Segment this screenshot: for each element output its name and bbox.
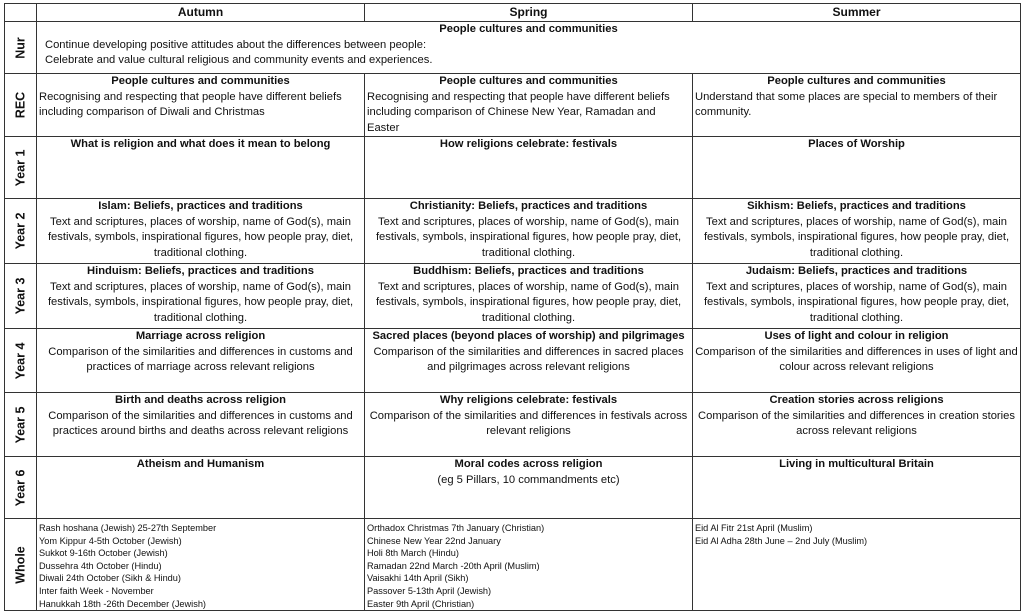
rec-spring-text: Recognising and respecting that people have different beliefs including comparison of Chinese New Year, Ramadan and Easter xyxy=(367,90,670,134)
year5-summer-title: Creation stories across religions xyxy=(769,394,944,406)
year5-spring-text: Comparison of the similarities and differences in festivals across relevant religions xyxy=(369,409,688,437)
festival-item: Vaisakhi 14th April (Sikh) xyxy=(367,573,469,584)
festival-item: Inter faith Week - November xyxy=(39,585,154,596)
rec-autumn-text: Recognising and respecting that people have different beliefs including comparison of Diwali and Christmas xyxy=(39,90,342,118)
year4-summer-cell xyxy=(693,329,1021,393)
year1-summer-title: Places of Worship xyxy=(808,138,905,150)
header-autumn: Autumn xyxy=(37,4,365,22)
festival-item: Holi 8th March (Hindu) xyxy=(367,548,459,559)
year3-spring-title: Buddhism: Beliefs, practices and traditions xyxy=(413,265,644,277)
festival-item: Ramadan 22nd March -20th April (Muslim) xyxy=(367,560,540,571)
year3-summer-text: Text and scriptures, places of worship, name of God(s), main festivals, symbols, inspirational figures, how people pray, diet, traditional clothing. xyxy=(703,280,1010,324)
year6-summer-cell xyxy=(693,457,1021,519)
row-whole xyxy=(5,519,1021,611)
year2-summer-text: Text and scriptures, places of worship, name of God(s), main festivals, symbols, inspirational figures, how people pray, diet, traditional clothing. xyxy=(703,215,1010,259)
row-label-year-1: Year 1 xyxy=(5,137,37,199)
rec-autumn-title: People cultures and communities xyxy=(111,75,290,87)
corner-cell xyxy=(5,4,37,22)
festival-item: Hanukkah 18th -26th December (Jewish) xyxy=(39,598,206,609)
year4-autumn-cell xyxy=(37,329,365,393)
year2-summer-title: Sikhism: Beliefs, practices and traditions xyxy=(747,200,966,212)
row-label-year-2: Year 2 xyxy=(5,199,37,264)
festival-item: Easter 9th April (Christian) xyxy=(367,598,475,609)
year2-spring-title: Christianity: Beliefs, practices and traditions xyxy=(409,200,648,212)
row-nursery xyxy=(5,22,1021,74)
festival-item: Passover 5-13th April (Jewish) xyxy=(367,585,492,596)
year4-autumn-text: Comparison of the similarities and differences in customs and practices of marriage across relevant religions xyxy=(48,345,353,373)
festival-item: Chinese New Year 22nd January xyxy=(367,535,501,546)
row-year-2 xyxy=(5,199,1021,264)
year6-spring-text: (eg 5 Pillars, 10 commandments etc) xyxy=(437,473,620,486)
whole-spring-cell xyxy=(365,519,693,611)
festival-item: Rash hoshana (Jewish) 25-27th September xyxy=(39,523,217,533)
row-label-year-3: Year 3 xyxy=(5,264,37,329)
rec-summer-title: People cultures and communities xyxy=(767,75,946,87)
row-year-5 xyxy=(5,393,1021,457)
year1-summer-cell xyxy=(693,137,1021,199)
nursery-line-1: Continue developing positive attitudes about the differences between people: xyxy=(45,38,427,51)
rec-autumn-cell xyxy=(37,74,365,137)
year3-spring-cell xyxy=(365,264,693,329)
row-label-whole: Whole xyxy=(5,519,37,611)
festival-item: Orthadox Christmas 7th January (Christian) xyxy=(367,523,545,533)
row-year-1 xyxy=(5,137,1021,199)
header-summer: Summer xyxy=(693,4,1021,22)
row-year-4 xyxy=(5,329,1021,393)
year1-autumn-cell xyxy=(37,137,365,199)
festival-item: Sukkot 9-16th October (Jewish) xyxy=(39,548,168,559)
year2-autumn-cell xyxy=(37,199,365,264)
year2-spring-cell xyxy=(365,199,693,264)
row-label-year-4: Year 4 xyxy=(5,329,37,393)
year2-spring-text: Text and scriptures, places of worship, name of God(s), main festivals, symbols, inspirational figures, how people pray, diet, traditional clothing. xyxy=(375,215,682,259)
year6-summer-title: Living in multicultural Britain xyxy=(779,458,934,470)
row-year-3 xyxy=(5,264,1021,329)
festival-item: Eid Al Fitr 21st April (Muslim) xyxy=(695,523,813,533)
year5-summer-text: Comparison of the similarities and differences in creation stories across relevant religions xyxy=(698,409,1015,437)
year1-spring-title: How religions celebrate: festivals xyxy=(439,138,618,150)
year2-autumn-text: Text and scriptures, places of worship, name of God(s), main festivals, symbols, inspirational figures, how people pray, diet, traditional clothing. xyxy=(47,215,354,259)
year5-autumn-text: Comparison of the similarities and differences in customs and practices around births and deaths across relevant religions xyxy=(48,409,353,437)
rec-summer-text: Understand that some places are special to members of their community. xyxy=(695,90,998,118)
year4-spring-cell xyxy=(365,329,693,393)
festival-item: Eid Al Adha 28th June – 2nd July (Muslim) xyxy=(695,535,868,546)
year3-spring-text: Text and scriptures, places of worship, name of God(s), main festivals, symbols, inspirational figures, how people pray, diet, traditional clothing. xyxy=(375,280,682,324)
year6-spring-title: Moral codes across religion xyxy=(454,458,603,470)
whole-summer-cell xyxy=(693,519,1021,611)
year6-autumn-title: Atheism and Humanism xyxy=(136,458,265,470)
festival-item: Dussehra 4th October (Hindu) xyxy=(39,560,162,571)
row-label-nursery: Nur xyxy=(5,22,37,74)
year6-autumn-cell xyxy=(37,457,365,519)
header-row xyxy=(5,4,1021,22)
year4-summer-title: Uses of light and colour in religion xyxy=(764,330,949,342)
year3-autumn-text: Text and scriptures, places of worship, name of God(s), main festivals, symbols, inspirational figures, how people pray, diet, traditional clothing. xyxy=(47,280,354,324)
row-label-year-5: Year 5 xyxy=(5,393,37,457)
rec-summer-cell xyxy=(693,74,1021,137)
year1-autumn-title: What is religion and what does it mean to belong xyxy=(70,138,331,150)
festival-item: Diwali 24th October (Sikh & Hindu) xyxy=(39,573,181,584)
year2-autumn-title: Islam: Beliefs, practices and traditions xyxy=(98,200,303,212)
rec-spring-cell xyxy=(365,74,693,137)
year5-spring-title: Why religions celebrate: festivals xyxy=(439,394,618,406)
festival-item: Yom Kippur 4-5th October (Jewish) xyxy=(39,535,182,546)
row-year-6 xyxy=(5,457,1021,519)
year4-summer-text: Comparison of the similarities and differences in uses of light and colour across relevant religions xyxy=(695,345,1018,373)
year3-autumn-cell xyxy=(37,264,365,329)
year5-summer-cell xyxy=(693,393,1021,457)
row-label-year-6: Year 6 xyxy=(5,457,37,519)
year3-autumn-title: Hinduism: Beliefs, practices and traditions xyxy=(87,265,314,277)
year3-summer-cell xyxy=(693,264,1021,329)
year4-spring-text: Comparison of the similarities and differences in sacred places and pilgrimages across relevant religions xyxy=(373,345,684,373)
year1-spring-cell xyxy=(365,137,693,199)
year5-spring-cell xyxy=(365,393,693,457)
row-rec xyxy=(5,74,1021,137)
whole-autumn-cell xyxy=(37,519,365,611)
nursery-title: People cultures and communities xyxy=(439,23,618,35)
row-label-rec: REC xyxy=(5,74,37,137)
year4-spring-title: Sacred places (beyond places of worship) and pilgrimages xyxy=(372,330,685,342)
year4-autumn-title: Marriage across religion xyxy=(135,330,266,342)
nursery-line-2: Celebrate and value cultural religious and community events and experiences. xyxy=(45,54,433,66)
curriculum-table xyxy=(4,3,1021,611)
year5-autumn-title: Birth and deaths across religion xyxy=(115,394,286,406)
nursery-merged-cell xyxy=(37,22,1021,74)
rec-spring-title: People cultures and communities xyxy=(439,75,618,87)
year6-spring-cell xyxy=(365,457,693,519)
year5-autumn-cell xyxy=(37,393,365,457)
year2-summer-cell xyxy=(693,199,1021,264)
year3-summer-title: Judaism: Beliefs, practices and traditions xyxy=(745,265,968,277)
header-spring: Spring xyxy=(365,4,693,22)
